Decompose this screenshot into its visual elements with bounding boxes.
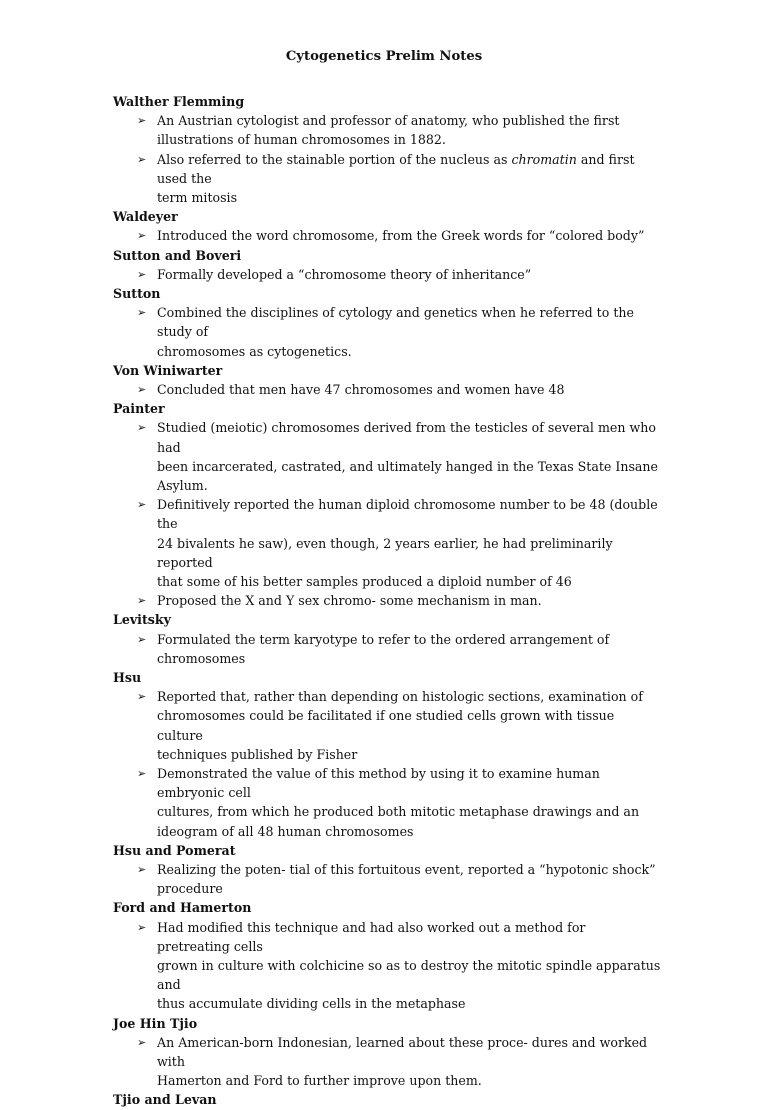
bullet-text-line: been incarcerated, castrated, and ultimately hanged in the Texas State Insane (157, 458, 659, 474)
bullet-item (113, 380, 661, 399)
section-heading: Walther Flemming (113, 94, 245, 109)
arrowhead-bullet-icon: ➢ (137, 114, 147, 128)
bullet-list (113, 265, 661, 284)
bullet-list (113, 1033, 661, 1091)
note-section (113, 284, 661, 361)
note-section (113, 610, 661, 668)
arrowhead-bullet-icon: ➢ (137, 766, 147, 780)
arrowhead-bullet-icon: ➢ (137, 382, 147, 396)
bullet-item (113, 1033, 661, 1091)
bullet-text-line: Formulated the term karyotype to refer to the ordered arrangement of (157, 631, 610, 647)
note-section (113, 92, 661, 207)
bullet-text-line: Combined the disciplines of cytology and genetics when he referred to the study of (157, 305, 634, 340)
bullet-text-line: techniques published by Fisher (157, 746, 358, 762)
bullet-item (113, 495, 661, 591)
bullet-text-line: Demonstrated the value of this method by using it to examine human embryonic cell (157, 765, 600, 801)
notes-body (113, 92, 661, 1110)
note-section (113, 1090, 661, 1109)
note-section (113, 207, 661, 245)
arrowhead-bullet-icon: ➢ (137, 152, 147, 166)
bullet-text-line: An American-born Indonesian, learned about these proce- dures and worked with (157, 1034, 648, 1069)
bullet-text-line: Proposed the X and Y sex chromo- some mechanism in man. (157, 593, 542, 609)
bullet-text-line: Also referred to the stainable portion of the nucleus as chromatin and first used the (157, 151, 635, 186)
bullet-text-line: cultures, from which he produced both mitotic metaphase drawings and an (157, 804, 640, 820)
arrowhead-bullet-icon: ➢ (137, 632, 147, 646)
bullet-item (113, 226, 661, 245)
note-section (113, 399, 661, 610)
note-section (113, 361, 661, 399)
arrowhead-bullet-icon: ➢ (137, 229, 147, 243)
bullet-text-line: Realizing the poten- tial of this fortuitous event, reported a “hypotonic shock” (157, 861, 656, 877)
bullet-text-line: procedure (157, 881, 223, 897)
note-section (113, 246, 661, 284)
bullet-list (113, 918, 661, 1014)
bullet-text-line: 24 bivalents he saw), even though, 2 years earlier, he had preliminarily reported (157, 535, 613, 570)
bullet-list (113, 418, 661, 610)
bullet-text-line: Studied (meiotic) chromosomes derived from the testicles of several men who had (157, 420, 656, 455)
bullet-item (113, 111, 661, 149)
bullet-item (113, 265, 661, 284)
bullet-item (113, 918, 661, 1014)
arrowhead-bullet-icon: ➢ (137, 920, 147, 934)
bullet-text-line: An Austrian cytologist and professor of anatomy, who published the first (157, 113, 620, 129)
note-section (113, 898, 661, 1013)
note-section (113, 841, 661, 899)
bullet-text-line: grown in culture with colchicine so as to destroy the mitotic spindle apparatus and (157, 957, 661, 993)
arrowhead-bullet-icon: ➢ (137, 306, 147, 320)
section-heading: Painter (113, 401, 165, 417)
bullet-item (113, 150, 661, 208)
section-heading: Joe Hin Tjio (113, 1015, 198, 1031)
bullet-list (113, 380, 661, 399)
bullet-text-line: term mitosis (157, 190, 238, 205)
bullet-text-line: ideogram of all 48 human chromosomes (157, 823, 414, 839)
note-section (113, 668, 661, 841)
bullet-text-line: chromosomes as cytogenetics. (157, 343, 352, 359)
arrowhead-bullet-icon: ➢ (137, 1035, 147, 1049)
section-heading: Levitsky (113, 612, 171, 628)
bullet-item (113, 630, 661, 668)
page-title: Cytogenetics Prelim Notes (285, 49, 483, 64)
bullet-list (113, 630, 661, 668)
bullet-text-line: Concluded that men have 47 chromosomes and women have 48 (157, 381, 565, 397)
bullet-text-line: Formally developed a “chromosome theory of inheritance” (157, 266, 532, 282)
arrowhead-bullet-icon: ➢ (137, 498, 147, 512)
bullet-list (113, 303, 661, 361)
section-heading: Tjio and Levan (113, 1092, 217, 1108)
section-heading: Ford and Hamerton (113, 900, 252, 916)
arrowhead-bullet-icon: ➢ (137, 690, 147, 704)
bullet-text-line: chromosomes could be facilitated if one studied cells grown with tissue culture (157, 708, 615, 743)
bullet-text-line: Introduced the word chromosome, from the Greek words for “colored body” (157, 228, 645, 244)
bullet-list (113, 687, 661, 841)
arrowhead-bullet-icon: ➢ (137, 862, 147, 876)
bullet-text-line: that some of his better samples produced a diploid number of 46 (157, 573, 572, 589)
bullet-list (113, 860, 661, 898)
section-heading: Von Winiwarter (113, 362, 223, 378)
bullet-text-line: chromosomes (157, 650, 246, 666)
bullet-text-line: Hamerton and Ford to further improve upon them. (157, 1073, 482, 1089)
bullet-text-line: illustrations of human chromosomes in 1882. (157, 132, 446, 148)
bullet-list (113, 226, 661, 245)
arrowhead-bullet-icon: ➢ (137, 267, 147, 281)
bullet-item (113, 418, 661, 495)
bullet-item (113, 764, 661, 841)
section-heading: Hsu and Pomerat (113, 842, 236, 858)
note-section (113, 1014, 661, 1091)
bullet-text-line: Had modified this technique and had also worked out a method for pretreating cells (157, 919, 586, 954)
bullet-item (113, 303, 661, 361)
bullet-text-line: Reported that, rather than depending on histologic sections, examination of (157, 689, 643, 705)
bullet-text-line: Definitively reported the human diploid chromosome number to be 48 (double the (157, 497, 658, 532)
bullet-item (113, 687, 661, 764)
arrowhead-bullet-icon: ➢ (137, 594, 147, 608)
section-heading: Hsu (113, 669, 142, 685)
section-heading: Sutton (113, 285, 161, 301)
bullet-text-line: thus accumulate dividing cells in the metaphase (157, 996, 466, 1012)
bullet-list (113, 111, 661, 207)
section-heading: Waldeyer (113, 209, 178, 225)
section-heading: Sutton and Boveri (113, 247, 242, 263)
bullet-item (113, 591, 661, 610)
arrowhead-bullet-icon: ➢ (137, 421, 147, 435)
bullet-text-line: Asylum. (157, 477, 208, 493)
bullet-item (113, 860, 661, 898)
